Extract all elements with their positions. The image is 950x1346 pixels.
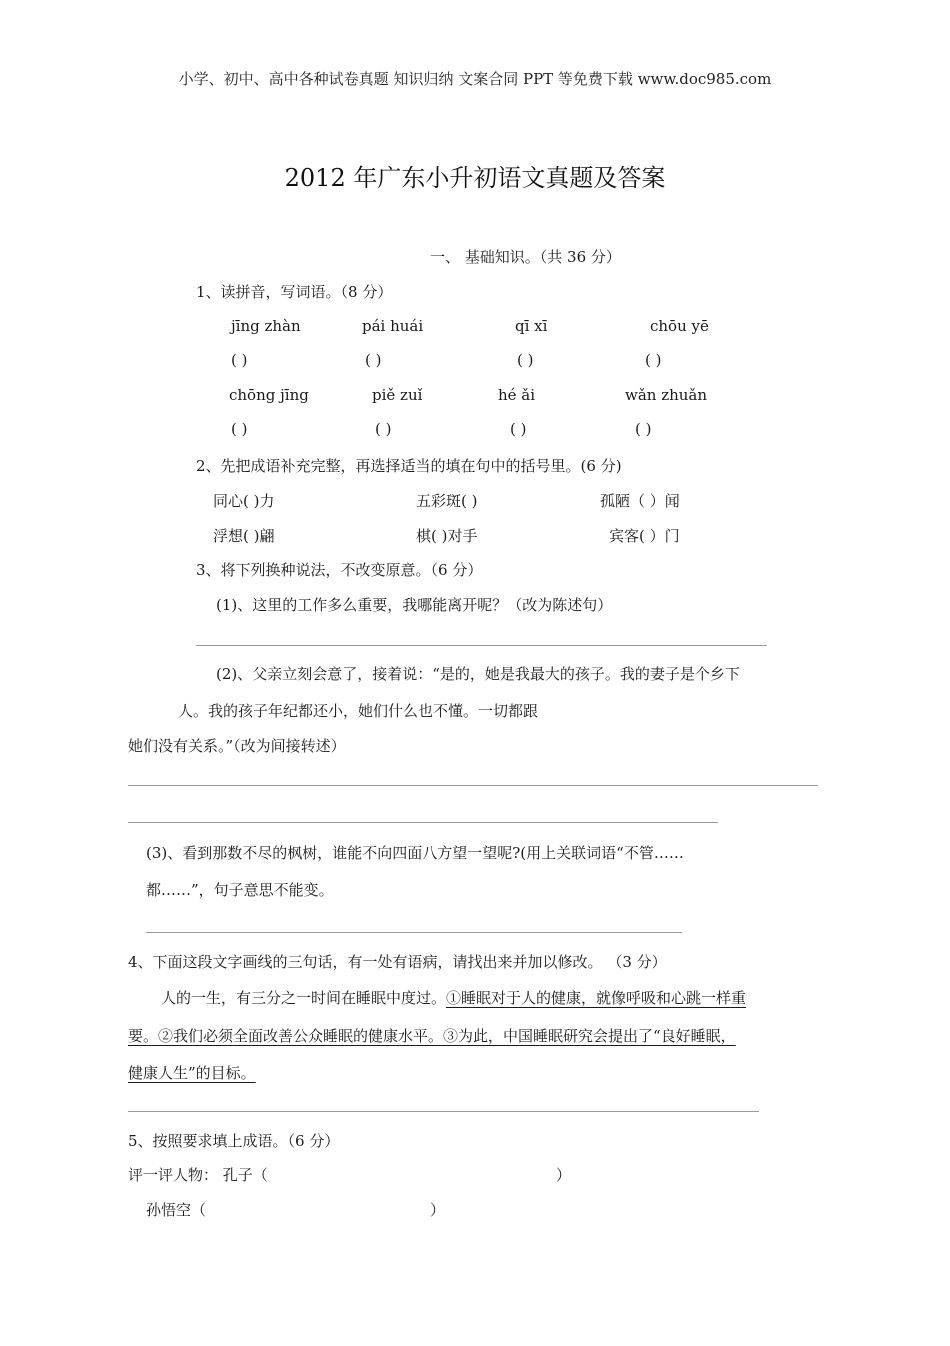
page-title: 2012 年广东小升初语文真题及答案 (284, 164, 666, 192)
answer-line[interactable] (128, 785, 818, 786)
pinyin-2: pái huái (362, 317, 424, 335)
pinyin-5: chōng jīng (229, 386, 309, 404)
q3-prompt: 3、将下列换种说法，不改变原意。（6 分） (196, 561, 483, 579)
q1-prompt: 1、读拼音，写词语。（8 分） (196, 283, 393, 301)
answer-blank[interactable]: ( ) (510, 420, 527, 438)
pinyin-3: qī xī (515, 317, 548, 335)
section-heading: 一、 基础知识。（共 36 分） (430, 248, 621, 266)
q5-row2-close: ） (430, 1201, 446, 1219)
q4-prompt: 4、下面这段文字画线的三句话，有一处有语病，请找出来并加以修改。 （3 分） (128, 953, 667, 971)
answer-line[interactable] (146, 932, 682, 933)
q3-sub2-line3: 她们没有关系。”（改为间接转述） (128, 737, 346, 755)
idiom-item[interactable]: 宾客( ）门 (609, 527, 680, 545)
pinyin-6: piě zuǐ (372, 386, 423, 404)
q3-sub3-line2: 都……”，句子意思不能变。 (146, 881, 334, 899)
q3-sub1: (1)、这里的工作多么重要，我哪能离开呢？（改为陈述句） (216, 596, 613, 614)
q4-underlined-sentence: 健康人生”的目标。 (128, 1064, 256, 1082)
idiom-item[interactable]: 浮想( )翩 (213, 527, 275, 545)
pinyin-4: chōu yē (650, 317, 709, 335)
answer-blank[interactable]: ( ) (375, 420, 392, 438)
q4-paragraph-line1 (161, 987, 746, 1008)
answer-blank[interactable]: ( ) (645, 351, 662, 369)
q2-prompt: 2、先把成语补充完整，再选择适当的填在句中的括号里。(6 分) (196, 457, 622, 475)
answer-line[interactable] (128, 822, 718, 823)
q3-sub3-line1: (3)、看到那数不尽的枫树，谁能不向四面八方望一望呢?(用上关联词语“不管…… (146, 844, 684, 862)
q5-row2-label: 孙悟空（ (146, 1201, 207, 1219)
page-header: 小学、初中、高中各种试卷真题 知识归纳 文案合同 PPT 等免费下载 www.doc985.com (178, 70, 772, 88)
answer-blank[interactable]: ( ) (365, 351, 382, 369)
q3-sub2-line2: 人。我的孩子年纪都还小，她们什么也不懂。一切都跟 (178, 702, 539, 720)
pinyin-1: jīng zhàn (231, 317, 301, 335)
idiom-item[interactable]: 五彩斑( ) (416, 492, 478, 510)
q4-lead: 人的一生，有三分之一时间在睡眠中度过。 (161, 989, 447, 1007)
answer-blank[interactable]: ( ) (231, 351, 248, 369)
answer-blank[interactable]: ( ) (231, 420, 248, 438)
q3-sub2-line1: (2)、父亲立刻会意了，接着说：“是的，她是我最大的孩子。我的妻子是个乡下 (216, 665, 740, 683)
q5-row1-label: 评一评人物： 孔子（ (128, 1166, 268, 1184)
answer-line[interactable] (196, 645, 767, 646)
q4-underlined-sentence: 要。②我们必须全面改善公众睡眠的健康水平。③为此，中国睡眠研究会提出了“良好睡眠， (128, 1027, 736, 1045)
answer-blank[interactable]: ( ) (517, 351, 534, 369)
idiom-item[interactable]: 同心( )力 (213, 492, 275, 510)
pinyin-8: wǎn zhuǎn (625, 386, 708, 404)
q4-underlined-sentence: ①睡眠对于人的健康，就像呼吸和心跳一样重 (446, 989, 747, 1007)
q5-row1-close: ） (556, 1166, 572, 1184)
idiom-item[interactable]: 孤陋（ ）闻 (600, 492, 680, 510)
pinyin-7: hé ǎi (498, 386, 536, 404)
idiom-item[interactable]: 棋( )对手 (416, 527, 478, 545)
answer-line[interactable] (128, 1111, 759, 1112)
q5-prompt: 5、按照要求填上成语。（6 分） (128, 1132, 340, 1150)
answer-blank[interactable]: ( ) (635, 420, 652, 438)
